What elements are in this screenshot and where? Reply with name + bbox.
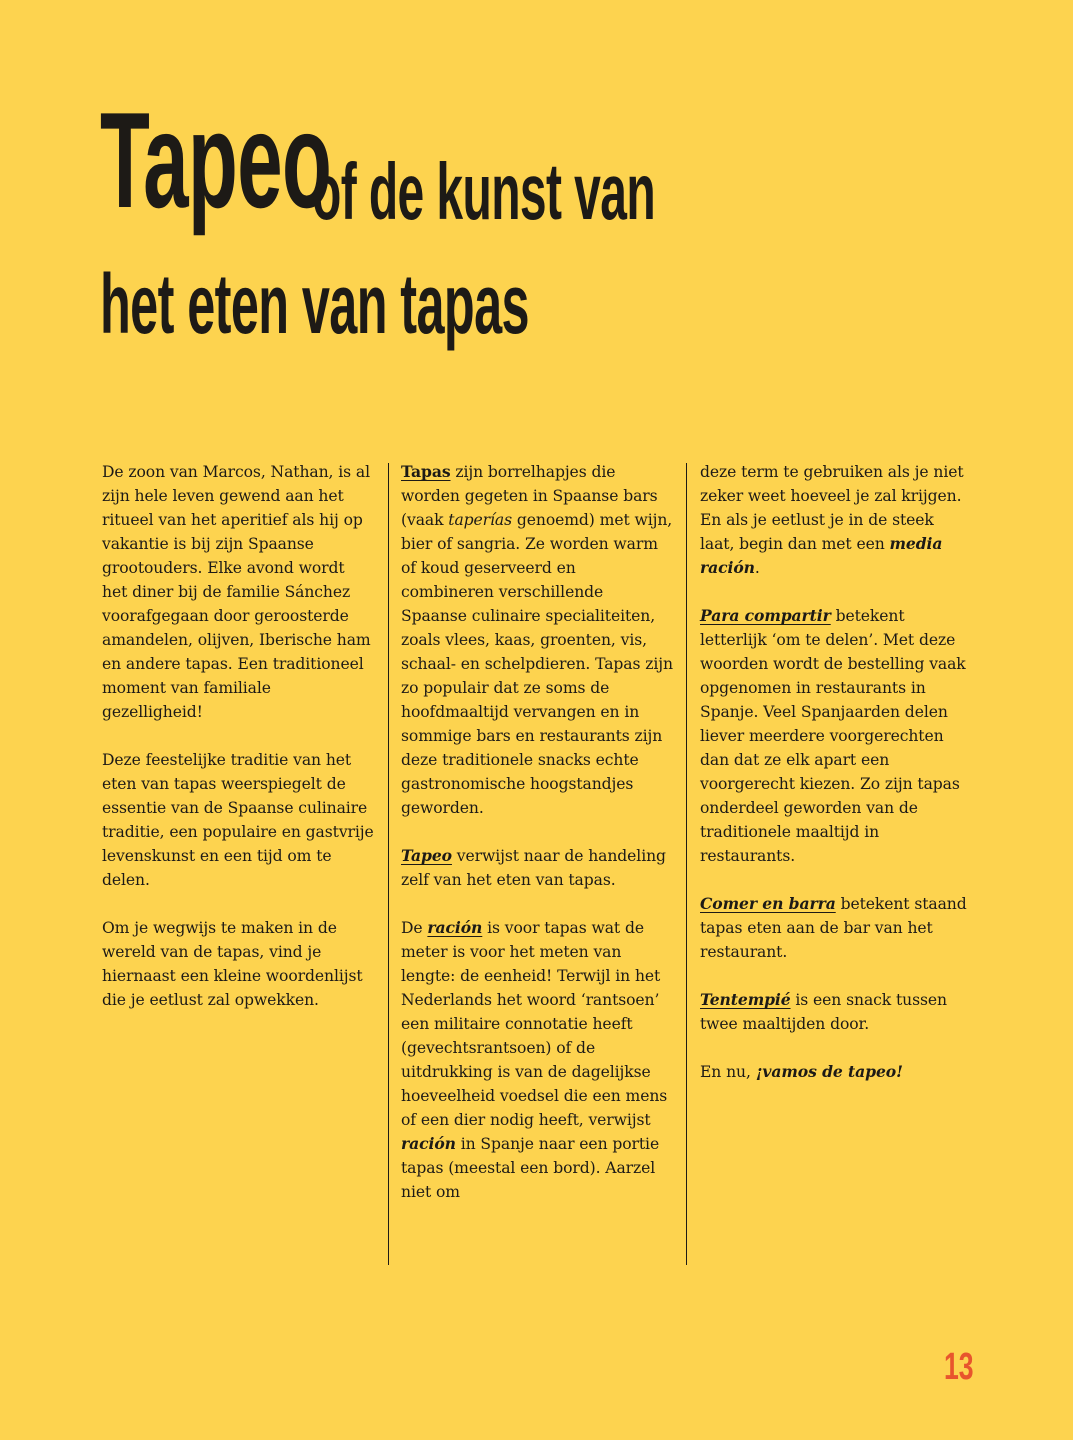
term-tentempie: Tentempié: [700, 990, 791, 1009]
col3-p2-text: betekent letterlijk ‘om te delen’. Met deze woorden wordt de bestelling vaak opgenomen in restaurants in Spanje. Veel Spanjaarden delen liever meerdere voorgerechten dan dat ze elk apart een voorgerecht kiezen. Zo zijn tapas onderdeel geworden van de traditionele maaltijd in restaurants.: [700, 607, 966, 865]
term-vamos-de-tapeo: ¡vamos de tapeo!: [755, 1062, 903, 1081]
term-comer-en-barra: Comer en barra: [700, 894, 836, 913]
column-2: [401, 460, 673, 1228]
term-racion: ración: [427, 918, 483, 937]
term-racion-inline: ración: [401, 1134, 456, 1153]
title-line-1: [100, 84, 656, 252]
col2-p3-pre: De: [401, 919, 428, 937]
col1-paragraph-2: Deze feestelijke traditie van het eten van tapas weerspiegelt de essentie van de Spaanse culinaire traditie, een populaire en gastvrije levenskunst en een tijd om te delen.: [102, 751, 374, 889]
term-taperias: taperías: [448, 511, 513, 529]
col2-paragraph-2: [401, 844, 673, 892]
col2-p2-text: verwijst naar de handeling zelf van het eten van tapas.: [401, 847, 666, 889]
term-media-racion: media ración: [700, 534, 943, 577]
page-title: [100, 84, 656, 351]
title-line-2: het eten van tapas: [100, 257, 529, 351]
col3-p5-text: En nu,: [700, 1063, 756, 1081]
title-rest: of de kunst van: [312, 147, 656, 236]
column-divider-2: [686, 463, 687, 1265]
col2-paragraph-3: [401, 916, 673, 1204]
column-3: [700, 460, 972, 1108]
col3-p1-text-a: deze term te gebruiken als je niet zeker weet hoeveel je zal krijgen. En als je eetlust je in de steek laat, begin dan met een: [700, 463, 964, 553]
col2-paragraph-1: [401, 460, 673, 820]
col1-paragraph-3: Om je wegwijs te maken in de wereld van de tapas, vind je hiernaast een kleine woordenlijst die je eetlust zal opwekken.: [102, 919, 363, 1009]
title-word: Tapeo: [100, 84, 332, 236]
col3-paragraph-1: [700, 460, 972, 580]
col2-p1-text-b: genoemd) met wijn, bier of sangria. Ze worden warm of koud geserveerd en combineren verschillende Spaanse culinaire specialiteiten, zoals vlees, kaas, groenten, vis, schaal- en schelpdieren. Tapas zijn zo populair dat ze soms de hoofdmaaltijd vervangen en in sommige bars en restaurants zijn deze traditionele snacks echte gastronomische hoogstandjes geworden.: [401, 511, 673, 817]
term-tapeo: Tapeo: [401, 846, 452, 865]
col3-p1-text-b: .: [754, 559, 760, 577]
column-1: [102, 460, 374, 1036]
term-tapas: Tapas: [401, 462, 451, 481]
col3-paragraph-5: [700, 1060, 972, 1084]
col3-p4-text: is een snack tussen twee maaltijden door.: [700, 991, 947, 1033]
col2-p1-text-a: zijn borrelhapjes die worden gegeten in Spaanse bars (vaak: [401, 463, 658, 529]
col3-paragraph-4: [700, 988, 972, 1036]
col3-paragraph-2: [700, 604, 972, 868]
col2-p3-text-b: in Spanje naar een portie tapas (meestal een bord). Aarzel niet om: [401, 1135, 660, 1201]
page-number: 13: [944, 1346, 974, 1388]
column-divider-1: [388, 463, 389, 1265]
col1-paragraph-1: De zoon van Marcos, Nathan, is al zijn hele leven gewend aan het ritueel van het aperitief als hij op vakantie is bij zijn Spaanse grootouders. Elke avond wordt het diner bij de familie Sánchez voorafgegaan door geroosterde amandelen, olijven, Iberische ham en andere tapas. Een traditioneel moment van familiale gezelligheid!: [102, 463, 371, 721]
col3-p3-text: betekent staand tapas eten aan de bar van het restaurant.: [700, 895, 967, 961]
col2-p3-text-a: is voor tapas wat de meter is voor het meten van lengte: de eenheid! Terwijl in het Nederlands het woord ‘rantsoen’ een militaire connotatie heeft (gevechtsrantsoen) of de uitdrukking is van de dagelijkse hoeveelheid voedsel die een mens of een dier nodig heeft, verwijst: [401, 919, 668, 1129]
col3-paragraph-3: [700, 892, 972, 964]
term-para-compartir: Para compartir: [700, 606, 831, 625]
